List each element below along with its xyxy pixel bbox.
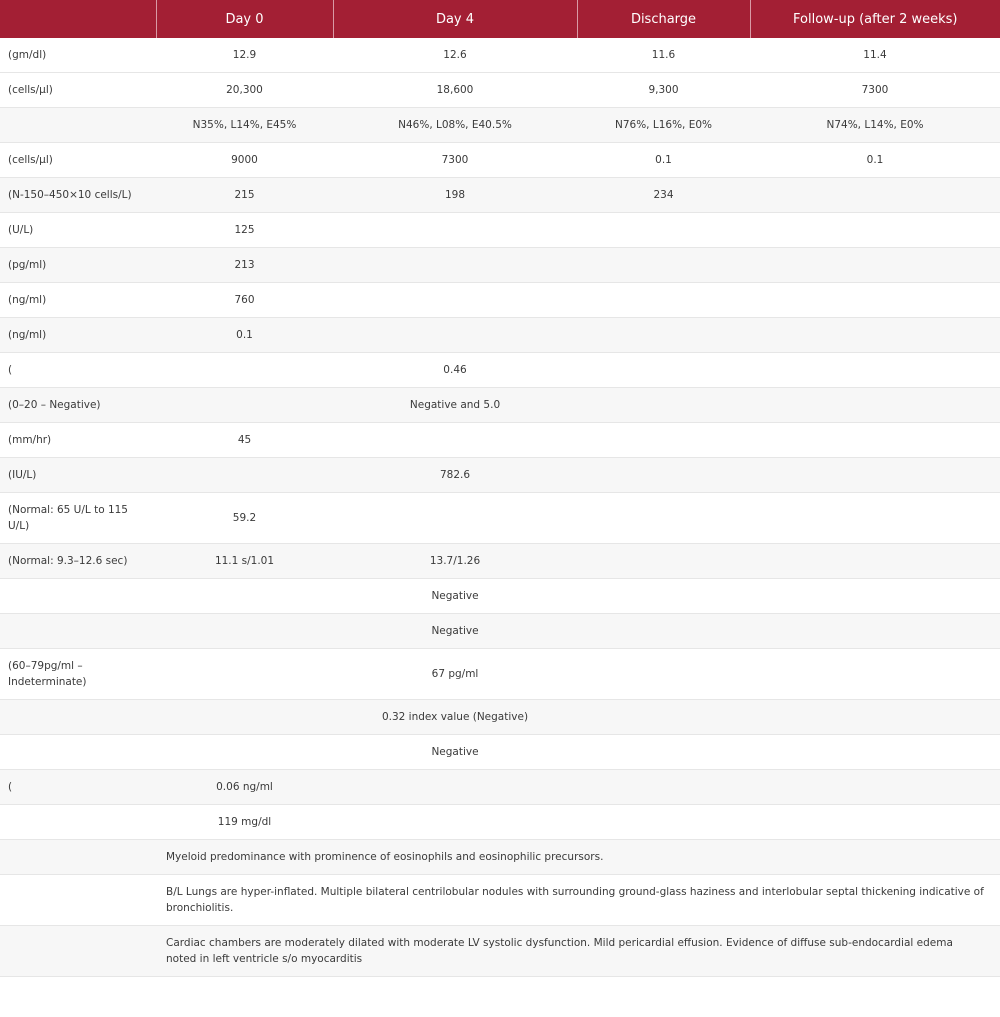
parameter-cell: (U/L) [0,213,156,248]
parameter-cell: (pg/ml) [0,248,156,283]
day-0-cell: 119 mg/dl [156,805,333,840]
parameter-cell [0,735,156,770]
day-0-cell: 760 [156,283,333,318]
table-row [0,544,1000,579]
table-row [0,73,1000,108]
parameter-cell [0,805,156,840]
table-row [0,649,1000,700]
parameter-cell [0,700,156,735]
day-4-cell: 18,600 [333,73,577,108]
day-4-cell: 12.6 [333,38,577,73]
parameter-cell: (ng/ml) [0,318,156,353]
day-4-cell: 13.7/1.26 [333,544,577,579]
discharge-cell [577,493,750,544]
day-0-cell [156,458,333,493]
discharge-cell [577,649,750,700]
day-0-cell [156,353,333,388]
day-4-cell: Negative and 5.0 [333,388,577,423]
discharge-cell: 234 [577,178,750,213]
table-row [0,840,1000,875]
header-day-4: Day 4 [333,0,577,38]
discharge-cell: 9,300 [577,73,750,108]
discharge-cell [577,283,750,318]
parameter-cell [0,875,156,926]
parameter-cell [0,614,156,649]
table-row [0,458,1000,493]
day-0-cell: 213 [156,248,333,283]
follow-up-cell [750,458,1000,493]
day-0-cell [156,614,333,649]
parameter-cell: ( [0,770,156,805]
table-row [0,178,1000,213]
table-row [0,614,1000,649]
day-0-cell: 0.1 [156,318,333,353]
table-row [0,875,1000,926]
table-body [0,38,1000,977]
day-4-cell [333,493,577,544]
follow-up-cell [750,248,1000,283]
day-0-cell: N35%, L14%, E45% [156,108,333,143]
parameter-cell: (gm/dl) [0,38,156,73]
day-4-cell: 7300 [333,143,577,178]
follow-up-cell: 7300 [750,73,1000,108]
finding-cell: Cardiac chambers are moderately dilated with moderate LV systolic dysfunction. Mild pericardial effusion. Evidence of diffuse sub-endocardial edema noted in left ventricle s/o myocarditis [156,926,1000,977]
discharge-cell [577,579,750,614]
day-4-cell: Negative [333,735,577,770]
finding-cell: Myeloid predominance with prominence of eosinophils and eosinophilic precursors. [156,840,1000,875]
day-4-cell [333,248,577,283]
discharge-cell: 0.1 [577,143,750,178]
day-4-cell: 782.6 [333,458,577,493]
day-4-cell: Negative [333,614,577,649]
parameter-cell: (Normal: 65 U/L to 115 U/L) [0,493,156,544]
table-row [0,926,1000,977]
day-0-cell: 215 [156,178,333,213]
parameter-cell: (cells/μl) [0,73,156,108]
discharge-cell [577,770,750,805]
discharge-cell [577,353,750,388]
discharge-cell [577,318,750,353]
follow-up-cell: N74%, L14%, E0% [750,108,1000,143]
follow-up-cell [750,388,1000,423]
day-0-cell: 0.06 ng/ml [156,770,333,805]
header-day-0: Day 0 [156,0,333,38]
discharge-cell [577,735,750,770]
follow-up-cell: 11.4 [750,38,1000,73]
table-row [0,248,1000,283]
follow-up-cell [750,283,1000,318]
parameter-cell: (N-150–450×10 cells/L) [0,178,156,213]
table-row [0,38,1000,73]
discharge-cell: N76%, L16%, E0% [577,108,750,143]
day-0-cell [156,649,333,700]
day-0-cell: 20,300 [156,73,333,108]
day-4-cell: 0.32 index value (Negative) [333,700,577,735]
follow-up-cell [750,614,1000,649]
parameter-cell: (ng/ml) [0,283,156,318]
day-0-cell: 125 [156,213,333,248]
table-row [0,805,1000,840]
table-row [0,770,1000,805]
day-4-cell [333,770,577,805]
table-row [0,108,1000,143]
follow-up-cell [750,700,1000,735]
discharge-cell [577,614,750,649]
day-0-cell [156,700,333,735]
discharge-cell [577,423,750,458]
follow-up-cell [750,213,1000,248]
table-row [0,579,1000,614]
table-row [0,143,1000,178]
parameter-cell: (mm/hr) [0,423,156,458]
header-row [0,0,1000,38]
discharge-cell: 11.6 [577,38,750,73]
day-4-cell [333,318,577,353]
table-row [0,388,1000,423]
table-header [0,0,1000,38]
discharge-cell [577,544,750,579]
follow-up-cell [750,178,1000,213]
parameter-cell: (0–20 – Negative) [0,388,156,423]
discharge-cell [577,388,750,423]
follow-up-cell [750,770,1000,805]
day-0-cell [156,388,333,423]
table-row [0,423,1000,458]
follow-up-cell [750,423,1000,458]
day-4-cell: 67 pg/ml [333,649,577,700]
follow-up-cell [750,805,1000,840]
parameter-cell: (IU/L) [0,458,156,493]
header-parameter [0,0,156,38]
parameter-cell [0,108,156,143]
table-row [0,318,1000,353]
day-4-cell [333,283,577,318]
follow-up-cell [750,649,1000,700]
header-follow-up: Follow-up (after 2 weeks) [750,0,1000,38]
parameter-cell [0,579,156,614]
day-4-cell: Negative [333,579,577,614]
table-row [0,283,1000,318]
table-row [0,213,1000,248]
parameter-cell: ( [0,353,156,388]
day-0-cell [156,735,333,770]
discharge-cell [577,213,750,248]
day-4-cell: N46%, L08%, E40.5% [333,108,577,143]
table-row [0,700,1000,735]
table-row [0,353,1000,388]
table-row [0,493,1000,544]
parameter-cell [0,926,156,977]
day-4-cell [333,213,577,248]
day-0-cell: 9000 [156,143,333,178]
day-4-cell [333,423,577,458]
day-4-cell: 0.46 [333,353,577,388]
discharge-cell [577,248,750,283]
discharge-cell [577,458,750,493]
parameter-cell [0,840,156,875]
parameter-cell: (cells/μl) [0,143,156,178]
finding-cell: B/L Lungs are hyper-inflated. Multiple bilateral centrilobular nodules with surrounding ground-glass haziness and interlobular septal thickening indicative of bronchiolitis. [156,875,1000,926]
day-4-cell: 198 [333,178,577,213]
follow-up-cell [750,493,1000,544]
discharge-cell [577,805,750,840]
header-discharge: Discharge [577,0,750,38]
table-row [0,735,1000,770]
parameter-cell: (60–79pg/ml – Indeterminate) [0,649,156,700]
follow-up-cell [750,544,1000,579]
day-0-cell: 11.1 s/1.01 [156,544,333,579]
follow-up-cell [750,318,1000,353]
follow-up-cell [750,735,1000,770]
follow-up-cell [750,579,1000,614]
follow-up-cell [750,353,1000,388]
follow-up-cell: 0.1 [750,143,1000,178]
day-0-cell [156,579,333,614]
day-0-cell: 45 [156,423,333,458]
parameter-cell: (Normal: 9.3–12.6 sec) [0,544,156,579]
day-0-cell: 12.9 [156,38,333,73]
day-4-cell [333,805,577,840]
discharge-cell [577,700,750,735]
day-0-cell: 59.2 [156,493,333,544]
